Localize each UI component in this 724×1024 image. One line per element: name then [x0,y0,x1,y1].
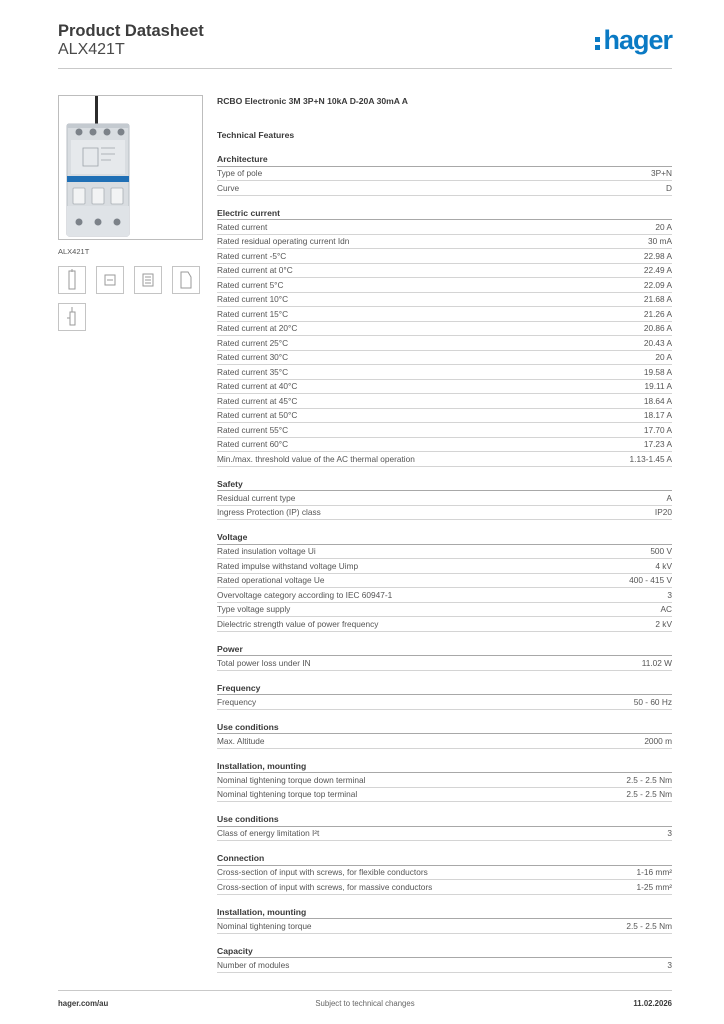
spec-row [217,919,672,934]
spec-label: Rated current at 20°C [217,323,298,334]
side-view-icon [62,269,82,291]
spec-value: 19.11 A [644,381,672,392]
spec-row [217,773,672,788]
spec-value: IP20 [654,507,672,518]
spec-value: 11.02 W [641,657,672,668]
spec-row [217,452,672,467]
spec-row [217,506,672,521]
product-image[interactable] [58,95,203,240]
footer-website-link[interactable]: hager.com/au [58,999,109,1008]
spec-value: 21.68 A [643,294,672,305]
spec-value: 22.09 A [643,279,672,290]
spec-label: Type of pole [217,168,263,179]
spec-label: Max. Altitude [217,735,265,746]
spec-row [217,574,672,589]
spec-label: Class of energy limitation I²t [217,828,320,839]
spec-label: Ingress Protection (IP) class [217,507,321,518]
spec-label: Rated current 55°C [217,424,289,435]
spec-row [217,365,672,380]
spec-value: 20 A [655,352,672,363]
spec-label: Overvoltage category according to IEC 60947-1 [217,589,393,600]
spec-value: 18.64 A [643,395,672,406]
spec-row [217,336,672,351]
spec-row [217,695,672,710]
spec-label: Rated residual operating current Idn [217,236,350,247]
spec-value: 20 A [655,221,672,232]
spec-section [217,479,672,521]
spec-row [217,380,672,395]
spec-label: Type voltage supply [217,604,291,615]
spec-label: Frequency [217,696,257,707]
spec-row [217,394,672,409]
wiring-view-icon [62,306,82,328]
spec-value: 17.23 A [643,439,672,450]
section-title: Voltage [217,532,672,545]
section-title: Safety [217,479,672,492]
section-title: Installation, mounting [217,907,672,920]
spec-value: 2.5 - 2.5 Nm [626,920,672,931]
spec-label: Rated current 15°C [217,308,289,319]
spec-value: 1.13-1.45 A [629,453,672,464]
spec-row [217,264,672,279]
spec-label: Number of modules [217,959,290,970]
thumbnail-module-view[interactable] [134,266,162,294]
spec-label: Rated current 5°C [217,279,284,290]
spec-row [217,249,672,264]
footer-date: 11.02.2026 [633,999,672,1008]
section-title: Capacity [217,946,672,959]
spec-label: Rated current 60°C [217,439,289,450]
logo-dots-icon [595,37,600,50]
spec-value: A [666,492,672,503]
front-view-icon [100,269,120,291]
hager-logo [595,26,672,54]
spec-value: D [666,182,672,193]
rcbo-device-icon [59,96,202,239]
spec-row [217,307,672,322]
footer-note: Subject to technical changes [315,999,415,1008]
thumbnail-gallery [58,266,203,331]
spec-value: 1-16 mm² [636,867,672,878]
spec-value: 400 - 415 V [629,575,672,586]
spec-row [217,788,672,803]
spec-value: 1-25 mm² [636,881,672,892]
spec-label: Cross-section of input with screws, for flexible conductors [217,867,428,878]
footer-divider [58,990,672,991]
spec-value: 3 [667,828,672,839]
section-title: Installation, mounting [217,761,672,774]
spec-section [217,946,672,973]
spec-row [217,880,672,895]
technical-content [217,96,672,973]
document-title: Product Datasheet [58,22,204,40]
spec-row [217,167,672,182]
spec-value: 22.49 A [643,265,672,276]
module-view-icon [138,269,158,291]
product-media [58,95,203,331]
spec-row [217,181,672,196]
spec-value: 21.26 A [643,308,672,319]
technical-features-heading: Technical Features [217,130,295,140]
spec-value: 2 kV [655,618,672,629]
logo-text: hager [603,25,672,55]
thumbnail-wiring-view[interactable] [58,303,86,331]
spec-label: Rated current 25°C [217,337,289,348]
spec-section [217,208,672,467]
spec-value: 4 kV [655,560,672,571]
product-name: RCBO Electronic 3M 3P+N 10kA D-20A 30mA A [217,96,408,106]
product-image-caption: ALX421T [58,247,90,256]
spec-row [217,827,672,842]
spec-label: Rated current 30°C [217,352,289,363]
spec-label: Rated current at 0°C [217,265,293,276]
spec-row [217,293,672,308]
spec-label: Curve [217,182,240,193]
spec-label: Rated impulse withstand voltage Uimp [217,560,359,571]
page-footer [58,999,672,1011]
spec-value: 2000 m [644,735,672,746]
section-title: Use conditions [217,814,672,827]
spec-label: Cross-section of input with screws, for massive conductors [217,881,433,892]
spec-value: 20.43 A [643,337,672,348]
header-divider [58,68,672,69]
spec-row [217,438,672,453]
spec-row [217,588,672,603]
spec-row [217,734,672,749]
spec-row [217,545,672,560]
thumbnail-front-view[interactable] [96,266,124,294]
spec-value: 18.17 A [643,410,672,421]
spec-value: 3P+N [651,168,672,179]
spec-value: 19.58 A [643,366,672,377]
spec-row [217,603,672,618]
spec-value: 22.98 A [643,250,672,261]
spec-row [217,617,672,632]
spec-label: Rated insulation voltage Ui [217,546,316,557]
spec-row [217,278,672,293]
spec-label: Nominal tightening torque [217,920,312,931]
spec-section [217,683,672,710]
spec-label: Rated current -5°C [217,250,287,261]
section-title: Frequency [217,683,672,696]
spec-label: Residual current type [217,492,296,503]
spec-label: Rated current 35°C [217,366,289,377]
spec-value: AC [660,604,672,615]
spec-section [217,722,672,749]
spec-label: Min./max. threshold value of the AC thermal operation [217,453,415,464]
spec-row [217,423,672,438]
section-title: Connection [217,853,672,866]
spec-row [217,958,672,973]
thumbnail-side-view[interactable] [58,266,86,294]
spec-row [217,220,672,235]
product-code: ALX421T [58,41,125,58]
spec-section [217,853,672,895]
spec-section [217,907,672,934]
spec-label: Rated current at 40°C [217,381,298,392]
spec-sections [217,154,672,973]
spec-label: Rated current 10°C [217,294,289,305]
spec-label: Nominal tightening torque down terminal [217,774,366,785]
spec-row [217,409,672,424]
section-title: Use conditions [217,722,672,735]
spec-value: 20.86 A [643,323,672,334]
spec-section [217,761,672,803]
spec-row [217,656,672,671]
spec-value: 17.70 A [643,424,672,435]
section-title: Architecture [217,154,672,167]
spec-section [217,154,672,196]
spec-row [217,491,672,506]
spec-label: Dielectric strength value of power frequency [217,618,379,629]
section-title: Power [217,644,672,657]
spec-row [217,235,672,250]
section-title: Electric current [217,208,672,221]
spec-label: Rated current at 50°C [217,410,298,421]
spec-value: 2.5 - 2.5 Nm [626,789,672,800]
spec-label: Total power loss under IN [217,657,311,668]
spec-section [217,532,672,632]
spec-value: 2.5 - 2.5 Nm [626,774,672,785]
spec-section [217,644,672,671]
spec-section [217,814,672,841]
spec-row [217,866,672,881]
spec-label: Rated current [217,221,268,232]
diagram-view-icon [176,269,196,291]
thumbnail-diagram-view[interactable] [172,266,200,294]
spec-row [217,322,672,337]
spec-label: Rated operational voltage Ue [217,575,325,586]
page-header [58,22,672,68]
spec-value: 50 - 60 Hz [633,696,672,707]
spec-value: 30 mA [648,236,672,247]
spec-row [217,351,672,366]
spec-value: 500 V [650,546,672,557]
spec-value: 3 [667,959,672,970]
spec-label: Rated current at 45°C [217,395,298,406]
spec-label: Nominal tightening torque top terminal [217,789,358,800]
spec-row [217,559,672,574]
spec-value: 3 [667,589,672,600]
